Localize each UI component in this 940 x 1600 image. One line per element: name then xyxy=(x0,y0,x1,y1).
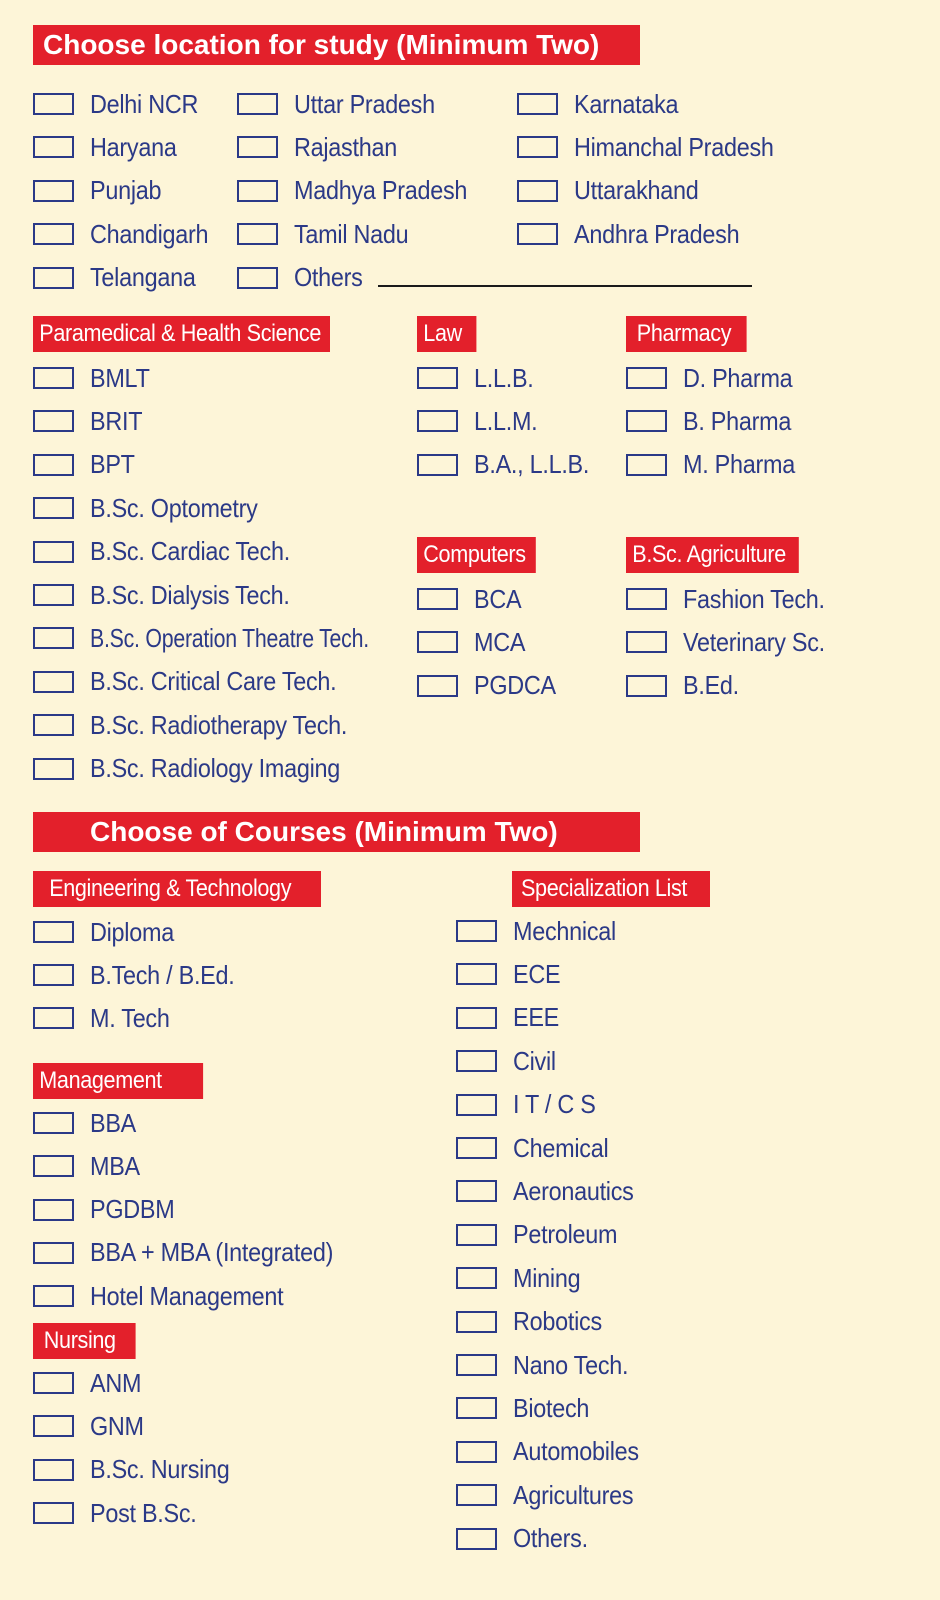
checkbox-icon[interactable] xyxy=(33,267,74,289)
checkbox-option-rajasthan[interactable] xyxy=(237,132,408,162)
checkbox-option-b-sc-radiology-imaging[interactable] xyxy=(33,754,368,784)
checkbox-icon[interactable] xyxy=(456,1397,497,1419)
option-label: Diploma xyxy=(90,916,174,947)
checkbox-icon[interactable] xyxy=(456,1441,497,1463)
checkbox-option-nano-tech[interactable] xyxy=(456,1350,641,1380)
checkbox-icon[interactable] xyxy=(33,758,74,780)
option-label: GNM xyxy=(90,1410,144,1441)
option-label: Mining xyxy=(513,1262,581,1293)
checkbox-option-others[interactable] xyxy=(456,1524,596,1554)
others-location-input-line[interactable] xyxy=(378,285,752,287)
checkbox-icon[interactable] xyxy=(33,921,74,943)
checkbox-icon[interactable] xyxy=(626,410,667,432)
pharmacy-header: Pharmacy xyxy=(626,316,747,352)
option-label: Madhya Pradesh xyxy=(294,175,468,206)
option-label: M. Pharma xyxy=(683,449,796,480)
checkbox-option-brit[interactable] xyxy=(33,406,148,436)
checkbox-option-delhi-ncr[interactable] xyxy=(33,89,210,119)
option-label: M. Tech xyxy=(90,1002,170,1033)
checkbox-option-andhra-pradesh[interactable] xyxy=(517,219,758,249)
checkbox-option-bca[interactable] xyxy=(417,584,527,614)
option-label: PGDBM xyxy=(90,1194,175,1225)
checkbox-icon[interactable] xyxy=(33,1155,74,1177)
checkbox-icon[interactable] xyxy=(626,454,667,476)
checkbox-option-b-sc-optometry[interactable] xyxy=(33,493,276,523)
option-label: PGDCA xyxy=(474,670,556,701)
checkbox-icon[interactable] xyxy=(417,588,458,610)
checkbox-option-petroleum[interactable] xyxy=(456,1220,629,1250)
checkbox-icon[interactable] xyxy=(417,675,458,697)
checkbox-icon[interactable] xyxy=(33,1459,74,1481)
management-header: Management xyxy=(33,1063,203,1099)
option-label: Telangana xyxy=(90,262,196,293)
checkbox-option-robotics[interactable] xyxy=(456,1307,612,1337)
checkbox-option-mca[interactable] xyxy=(417,627,531,657)
checkbox-icon[interactable] xyxy=(456,1528,497,1550)
option-label: Rajasthan xyxy=(294,131,397,162)
checkbox-icon[interactable] xyxy=(33,1285,74,1307)
checkbox-option-aeronautics[interactable] xyxy=(456,1176,647,1206)
checkbox-option-karnataka[interactable] xyxy=(517,89,690,119)
checkbox-option-eee[interactable] xyxy=(456,1003,564,1033)
checkbox-option-anm[interactable] xyxy=(33,1368,147,1398)
checkbox-option-veterinary-sc[interactable] xyxy=(626,627,841,657)
option-label: Andhra Pradesh xyxy=(574,218,740,249)
checkbox-icon[interactable] xyxy=(33,671,74,693)
checkbox-icon[interactable] xyxy=(456,963,497,985)
checkbox-icon[interactable] xyxy=(517,223,558,245)
option-label: ECE xyxy=(513,958,561,989)
option-label: Chemical xyxy=(513,1132,609,1163)
option-label: Veterinary Sc. xyxy=(683,626,825,657)
checkbox-icon[interactable] xyxy=(33,1112,74,1134)
checkbox-option-madhya-pradesh[interactable] xyxy=(237,176,486,206)
checkbox-option-bba[interactable] xyxy=(33,1108,141,1138)
option-label: B.Sc. Critical Care Tech. xyxy=(90,666,337,697)
checkbox-option-mba[interactable] xyxy=(33,1151,145,1181)
checkbox-option-i-t-c-s[interactable] xyxy=(456,1090,605,1120)
checkbox-option-pgdbm[interactable] xyxy=(33,1195,184,1225)
option-label: L.L.B. xyxy=(474,362,534,393)
option-label: B.Sc. Radiology Imaging xyxy=(90,753,341,784)
checkbox-icon[interactable] xyxy=(33,410,74,432)
checkbox-icon[interactable] xyxy=(626,675,667,697)
option-label: Karnataka xyxy=(574,88,679,119)
checkbox-option-b-ed[interactable] xyxy=(626,671,745,701)
checkbox-option-b-sc-nursing[interactable] xyxy=(33,1455,245,1485)
checkbox-option-m-pharma[interactable] xyxy=(626,450,807,480)
computers-header: Computers xyxy=(417,537,536,573)
option-label: D. Pharma xyxy=(683,362,793,393)
checkbox-icon[interactable] xyxy=(417,367,458,389)
specialization-header: Specialization List xyxy=(512,871,710,907)
checkbox-option-post-b-sc[interactable] xyxy=(33,1498,208,1528)
checkbox-option-b-sc-radiotherapy-tech[interactable] xyxy=(33,710,376,740)
option-label: Automobiles xyxy=(513,1436,639,1467)
checkbox-icon[interactable] xyxy=(456,1007,497,1029)
agriculture-header: B.Sc. Agriculture xyxy=(626,537,799,573)
option-label: BRIT xyxy=(90,405,143,436)
option-label: ANM xyxy=(90,1367,142,1398)
checkbox-icon[interactable] xyxy=(456,1224,497,1246)
checkbox-option-automobiles[interactable] xyxy=(456,1437,653,1467)
option-label: B.Sc. Dialysis Tech. xyxy=(90,579,290,610)
checkbox-icon[interactable] xyxy=(456,1311,497,1333)
option-label: BPT xyxy=(90,449,135,480)
checkbox-icon[interactable] xyxy=(626,588,667,610)
checkbox-option-pgdca[interactable] xyxy=(417,671,565,701)
checkbox-option-b-pharma[interactable] xyxy=(626,406,803,436)
checkbox-icon[interactable] xyxy=(33,627,74,649)
checkbox-icon[interactable] xyxy=(33,136,74,158)
law-header: Law xyxy=(417,316,476,352)
checkbox-icon[interactable] xyxy=(417,410,458,432)
checkbox-icon[interactable] xyxy=(237,180,278,202)
checkbox-icon[interactable] xyxy=(33,541,74,563)
option-label: Delhi NCR xyxy=(90,88,199,119)
option-label: Chandigarh xyxy=(90,218,209,249)
checkbox-icon[interactable] xyxy=(456,1267,497,1289)
option-label: B.Tech / B.Ed. xyxy=(90,959,235,990)
checkbox-option-d-pharma[interactable] xyxy=(626,363,805,393)
checkbox-option-b-tech-b-ed[interactable] xyxy=(33,960,251,990)
courses-section-title: Choose of Courses (Minimum Two) xyxy=(33,812,640,852)
checkbox-option-mechnical[interactable] xyxy=(456,916,627,946)
option-label: MBA xyxy=(90,1150,140,1181)
checkbox-option-himanchal-pradesh[interactable] xyxy=(517,132,796,162)
checkbox-option-others[interactable] xyxy=(237,263,370,293)
location-section-title: Choose location for study (Minimum Two) xyxy=(33,25,640,65)
checkbox-icon[interactable] xyxy=(456,1050,497,1072)
checkbox-icon[interactable] xyxy=(33,1007,74,1029)
checkbox-option-b-sc-dialysis-tech[interactable] xyxy=(33,580,312,610)
option-label: B.Sc. Radiotherapy Tech. xyxy=(90,709,348,740)
checkbox-icon[interactable] xyxy=(237,136,278,158)
checkbox-icon[interactable] xyxy=(33,93,74,115)
checkbox-option-ece[interactable] xyxy=(456,959,566,989)
option-label: L.L.M. xyxy=(474,405,538,436)
checkbox-option-punjab[interactable] xyxy=(33,176,169,206)
checkbox-option-b-sc-cardiac-tech[interactable] xyxy=(33,537,312,567)
checkbox-option-b-a-l-l-b[interactable] xyxy=(417,450,602,480)
checkbox-icon[interactable] xyxy=(33,454,74,476)
option-label: Tamil Nadu xyxy=(294,218,409,249)
checkbox-option-civil[interactable] xyxy=(456,1046,561,1076)
checkbox-option-bmlt[interactable] xyxy=(33,363,156,393)
checkbox-icon[interactable] xyxy=(626,367,667,389)
option-label: Uttar Pradesh xyxy=(294,88,435,119)
option-label: B.A., L.L.B. xyxy=(474,449,590,480)
checkbox-icon[interactable] xyxy=(33,223,74,245)
checkbox-option-l-l-m[interactable] xyxy=(417,406,544,436)
checkbox-icon[interactable] xyxy=(237,267,278,289)
checkbox-icon[interactable] xyxy=(456,1354,497,1376)
option-label: Haryana xyxy=(90,131,177,162)
checkbox-icon[interactable] xyxy=(417,631,458,653)
checkbox-icon[interactable] xyxy=(456,1137,497,1159)
engineering-header: Engineering & Technology xyxy=(33,871,321,907)
option-label: Aeronautics xyxy=(513,1175,634,1206)
checkbox-option-hotel-management[interactable] xyxy=(33,1281,305,1311)
checkbox-icon[interactable] xyxy=(33,180,74,202)
checkbox-icon[interactable] xyxy=(456,1180,497,1202)
checkbox-option-b-sc-operation-theatre-tech[interactable] xyxy=(33,623,430,653)
option-label: B.Ed. xyxy=(683,670,739,701)
checkbox-icon[interactable] xyxy=(33,1199,74,1221)
checkbox-icon[interactable] xyxy=(517,136,558,158)
checkbox-icon[interactable] xyxy=(517,93,558,115)
option-label: B.Sc. Cardiac Tech. xyxy=(90,536,290,567)
checkbox-option-b-sc-critical-care-tech[interactable] xyxy=(33,667,364,697)
checkbox-icon[interactable] xyxy=(417,454,458,476)
option-label: B.Sc. Optometry xyxy=(90,492,258,523)
checkbox-icon[interactable] xyxy=(33,964,74,986)
checkbox-option-chemical[interactable] xyxy=(456,1133,619,1163)
option-label: EEE xyxy=(513,1002,560,1033)
checkbox-option-l-l-b[interactable] xyxy=(417,363,540,393)
checkbox-icon[interactable] xyxy=(33,584,74,606)
option-label: Others xyxy=(294,262,363,293)
option-label: BCA xyxy=(474,583,522,614)
option-label: B.Sc. Nursing xyxy=(90,1454,230,1485)
checkbox-option-biotech[interactable] xyxy=(456,1393,598,1423)
checkbox-option-uttarakhand[interactable] xyxy=(517,176,712,206)
checkbox-option-agricultures[interactable] xyxy=(456,1480,647,1510)
checkbox-icon[interactable] xyxy=(33,1502,74,1524)
checkbox-icon[interactable] xyxy=(237,223,278,245)
checkbox-option-bba-mba-integrated[interactable] xyxy=(33,1238,360,1268)
paramedical-header: Paramedical & Health Science xyxy=(33,316,330,352)
option-label: BBA + MBA (Integrated) xyxy=(90,1237,334,1268)
option-label: B.Sc. Operation Theatre Tech. xyxy=(90,622,369,653)
option-label: I T / C S xyxy=(513,1089,596,1120)
nursing-header: Nursing xyxy=(33,1323,136,1359)
option-label: Others. xyxy=(513,1523,588,1554)
checkbox-icon[interactable] xyxy=(237,93,278,115)
checkbox-icon[interactable] xyxy=(33,1372,74,1394)
checkbox-option-mining[interactable] xyxy=(456,1263,588,1293)
option-label: Hotel Management xyxy=(90,1280,284,1311)
option-label: Robotics xyxy=(513,1306,602,1337)
checkbox-option-chandigarh[interactable] xyxy=(33,219,221,249)
option-label: Mechnical xyxy=(513,915,616,946)
option-label: Fashion Tech. xyxy=(683,583,825,614)
checkbox-icon[interactable] xyxy=(33,367,74,389)
checkbox-icon[interactable] xyxy=(33,714,74,736)
option-label: Agricultures xyxy=(513,1479,634,1510)
checkbox-icon[interactable] xyxy=(456,920,497,942)
checkbox-option-gnm[interactable] xyxy=(33,1411,150,1441)
checkbox-icon[interactable] xyxy=(33,497,74,519)
option-label: BMLT xyxy=(90,362,150,393)
checkbox-option-bpt[interactable] xyxy=(33,450,140,480)
checkbox-icon[interactable] xyxy=(456,1484,497,1506)
option-label: Himanchal Pradesh xyxy=(574,131,774,162)
option-label: Post B.Sc. xyxy=(90,1497,197,1528)
checkbox-option-telangana[interactable] xyxy=(33,263,207,293)
checkbox-option-tamil-nadu[interactable] xyxy=(237,219,421,249)
checkbox-option-uttar-pradesh[interactable] xyxy=(237,89,451,119)
checkbox-icon[interactable] xyxy=(33,1415,74,1437)
option-label: Civil xyxy=(513,1045,556,1076)
checkbox-option-haryana[interactable] xyxy=(33,132,186,162)
checkbox-icon[interactable] xyxy=(626,631,667,653)
checkbox-option-fashion-tech[interactable] xyxy=(626,584,841,614)
option-label: Uttarakhand xyxy=(574,175,699,206)
option-label: Biotech xyxy=(513,1392,590,1423)
checkbox-icon[interactable] xyxy=(517,180,558,202)
option-label: MCA xyxy=(474,626,526,657)
option-label: Punjab xyxy=(90,175,162,206)
checkbox-option-m-tech[interactable] xyxy=(33,1003,178,1033)
option-label: B. Pharma xyxy=(683,405,792,436)
option-label: BBA xyxy=(90,1107,137,1138)
checkbox-option-diploma[interactable] xyxy=(33,917,183,947)
checkbox-icon[interactable] xyxy=(456,1094,497,1116)
option-label: Nano Tech. xyxy=(513,1349,629,1380)
checkbox-icon[interactable] xyxy=(33,1242,74,1264)
option-label: Petroleum xyxy=(513,1219,618,1250)
